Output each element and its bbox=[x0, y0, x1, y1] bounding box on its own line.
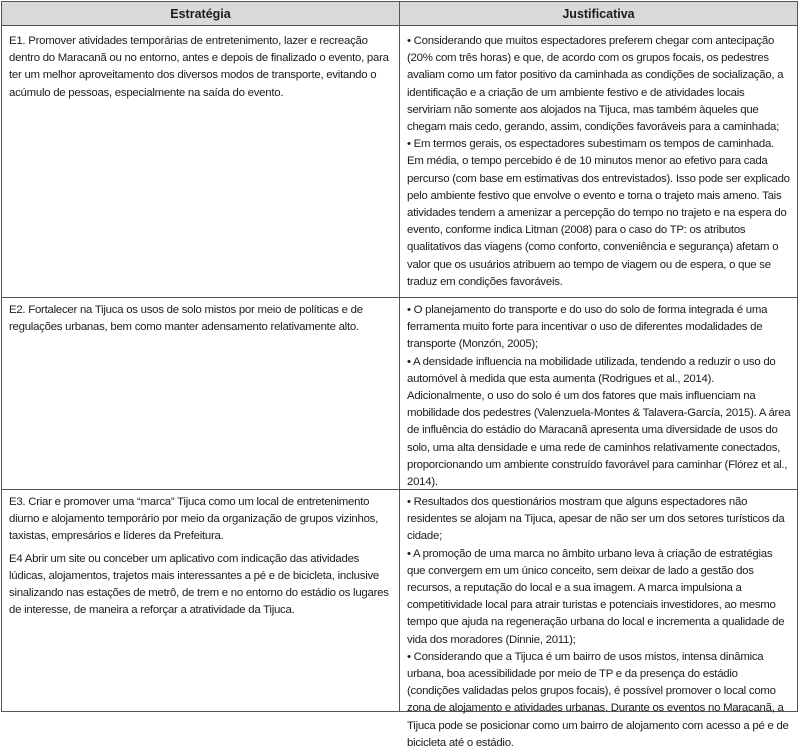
justification-bullet: • A promoção de uma marca no âmbito urbano leva à criação de estratégias que convergem em um único conceito, sem deixar de lado a gestão dos recursos, a reputação do local e a sua imagem. A marca impulsiona a competitividade local para atrair turistas e potenciais investidores, ao mesmo tempo que ajuda na regeneração urbana do local e incrementa a qualidade de vida dos moradores (Dinnie, 2011); bbox=[407, 547, 785, 646]
strategy-e2-text: E2. Fortalecer na Tijuca os usos de solo mistos por meio de políticas e de regulações urbanas, bem como manter adensamento relativamente alto. bbox=[9, 304, 363, 334]
strategy-e3-text: E3. Criar e promover uma “marca” Tijuca como um local de entretenimento diurno e alojamento temporário por meio da organização de grupos vizinhos, taxistas, empresários e líderes da Prefeitura. bbox=[9, 496, 379, 543]
header-strategy: Estratégia bbox=[170, 7, 231, 21]
justification-bullet: • Considerando que muitos espectadores preferem chegar com antecipação (20% com três horas) e que, de acordo com os grupos focais, os pedestres avaliam como um fator positivo da caminhada as condições de socialização, a identificação e a criação de um ambiente festivo e de atividades locais serviriam não somente aos alojados na Tijuca, mas também àqueles que chegam mais cedo, gerando, assim, condições favoráveis para a caminhada; bbox=[407, 35, 784, 134]
justification-bullet: • Resultados dos questionários mostram que alguns espectadores não residentes se alojam na Tijuca, apesar de não ser um dos setores turísticos da cidade; bbox=[407, 496, 785, 543]
strategy-e4-text: E4 Abrir um site ou conceber um aplicativo com indicação das atividades lúdicas, alojamentos, trajetos mais interessantes a pé e de bicicleta, inclusive sinalizando nas estações de metrô, de trem e no entorno do estádio os lugares de interesse, de maneira a reforçar a atratividade da Tijuca. bbox=[9, 552, 389, 617]
strategy-table bbox=[1, 1, 798, 749]
row-3-strategy bbox=[9, 494, 392, 619]
row-3-justification bbox=[407, 494, 791, 752]
row-2-strategy bbox=[9, 302, 392, 336]
row-divider bbox=[2, 297, 797, 298]
row-1-justification bbox=[407, 33, 791, 291]
strategy-e1-text: E1. Promover atividades temporárias de entretenimento, lazer e recreação dentro do Maracanã ou no entorno, antes e depois de finalizado o evento, para ter um melhor aproveitamento dos diversos modos de transporte, evitando o acúmulo de pessoas, especialmente na saída do evento. bbox=[9, 35, 389, 99]
justification-bullet: • Em termos gerais, os espectadores subestimam os tempos de caminhada. Em média, o tempo percebido é de 10 minutos menor ao efetivo para cada percurso (com base em estimativas dos entrevistados). Isso pode ser explicado pelo ambiente festivo que envolve o evento e torna o trajeto mais ameno. Tais atividades tendem a amenizar a percepção do tempo no trajeto e na espera do evento, conforme indica Litman (2008) para o caso do TP: os atributos qualitativos das viagens (como conforto, conveniência e segurança) afetam o valor que os usuários atribuem ao tempo de viagem ou de espera, o que se traduz em condições favoráveis. bbox=[407, 138, 790, 288]
justification-bullet: • Considerando que a Tijuca é um bairro de usos mistos, intensa dinâmica urbana, boa acessibilidade por meio de TP e da presença do estádio (condições validadas pelos grupos focais), é possível promover o local como zona de alojamento e atividades urbanas. Durante os eventos no Maracanã, a Tijuca pode se posicionar como um bairro de alojamento com acesso a pé e de bicicleta até o estádio. bbox=[407, 650, 789, 749]
justification-bullet: • O planejamento do transporte e do uso do solo de forma integrada é uma ferramenta muito forte para incentivar o uso de diferentes modalidades de transporte (Monzón, 2005); bbox=[407, 304, 768, 351]
justification-bullet: • A densidade influencia na mobilidade utilizada, tendendo a reduzir o uso do automóvel à medida que esta aumenta (Rodrigues et al., 2014). Adicionalmente, o uso do solo é um dos fatores que mais influenciam na mobilidade dos pedestres (Valenzuela-Montes & Talavera-García, 2015). A área de influência do estádio do Maracanã apresenta uma diversidade de usos do solo, uma alta densidade e uma rede de caminhos relativamente conectados, proporcionando um ambiente construído favorável para caminhar (Flórez et al., 2014). bbox=[407, 355, 791, 489]
header-justification: Justificativa bbox=[562, 7, 635, 21]
column-divider bbox=[399, 2, 400, 711]
row-1-strategy bbox=[9, 33, 392, 102]
row-2-justification bbox=[407, 302, 791, 491]
